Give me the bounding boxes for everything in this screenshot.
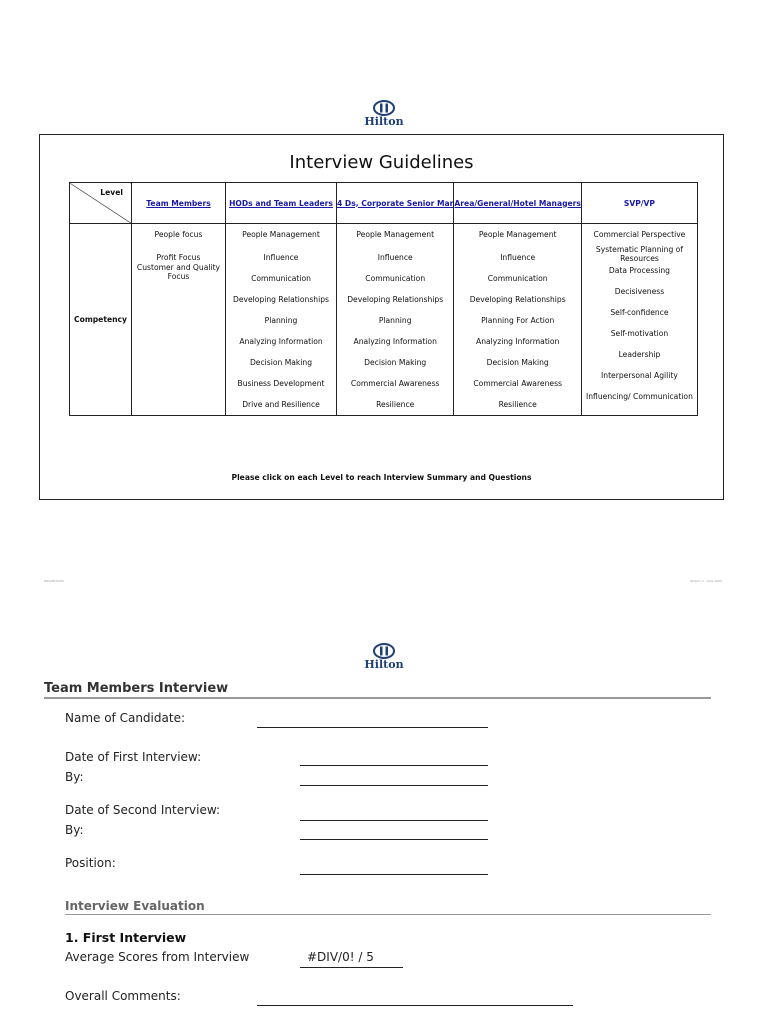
level-corner-cell bbox=[70, 183, 132, 224]
level-link-hods-team-leaders[interactable]: HODs and Team Leaders bbox=[229, 198, 333, 208]
team-members-competencies bbox=[132, 224, 226, 416]
competency-item: Profit Focus bbox=[156, 253, 201, 262]
footer-doc-code: HRG/FRT/005 bbox=[44, 579, 64, 583]
interview-guidelines-panel bbox=[39, 134, 724, 500]
corporate-senior-competencies bbox=[337, 224, 454, 416]
overall-comments-field[interactable] bbox=[257, 1005, 573, 1006]
hilton-logo bbox=[354, 643, 414, 670]
competency-item: People Management bbox=[478, 230, 557, 239]
level-label: Level bbox=[100, 188, 123, 197]
second-interview-by-label: By: bbox=[65, 823, 84, 837]
competency-item: Self-motivation bbox=[610, 329, 669, 338]
position-label: Position: bbox=[65, 856, 116, 870]
first-interview-by-field[interactable] bbox=[300, 785, 488, 786]
footer-version: Version 1 - June 2009 bbox=[689, 579, 722, 583]
competency-item: Customer and Quality Focus bbox=[136, 263, 221, 281]
competency-item: Interpersonal Agility bbox=[601, 371, 678, 380]
level-link-area-general-managers[interactable]: Area/General/Hotel Managers bbox=[454, 198, 581, 208]
competency-item: Analyzing Information bbox=[239, 337, 323, 346]
competency-item: Planning bbox=[378, 316, 412, 325]
competency-item: Decision Making bbox=[486, 358, 549, 367]
competency-item: Data Processing bbox=[608, 266, 670, 275]
guidelines-title: Interview Guidelines bbox=[289, 152, 474, 173]
hilton-emblem-icon bbox=[373, 100, 395, 116]
interview-evaluation-title: Interview Evaluation bbox=[65, 899, 205, 913]
name-of-candidate-field[interactable] bbox=[257, 727, 488, 728]
hilton-logo bbox=[354, 100, 414, 127]
first-interview-by-label: By: bbox=[65, 770, 84, 784]
second-interview-date-field[interactable] bbox=[300, 820, 488, 821]
competency-item: Commercial Perspective bbox=[593, 230, 686, 239]
competency-item: Commercial Awareness bbox=[473, 379, 562, 388]
team-members-interview-title: Team Members Interview bbox=[44, 681, 229, 696]
level-link-svp-vp[interactable]: SVP/VP bbox=[623, 198, 656, 208]
competency-item: Influencing/ Communication bbox=[586, 392, 693, 401]
competency-item: Influence bbox=[377, 253, 413, 262]
competency-table bbox=[69, 182, 698, 416]
level-link-team-members[interactable]: Team Members bbox=[146, 198, 211, 208]
competency-item: Planning For Action bbox=[481, 316, 555, 325]
competency-item: Business Development bbox=[237, 379, 325, 388]
area-general-competencies bbox=[454, 224, 582, 416]
competency-item: Analyzing Information bbox=[353, 337, 437, 346]
competency-item: Communication bbox=[251, 274, 311, 283]
competency-item: Developing Relationships bbox=[469, 295, 566, 304]
hods-competencies bbox=[226, 224, 337, 416]
second-interview-by-field[interactable] bbox=[300, 839, 488, 840]
competency-item: Communication bbox=[487, 274, 548, 283]
level-link-corporate-senior[interactable]: 4 Ds, Corporate Senior Mar bbox=[337, 198, 454, 208]
competency-label: Competency bbox=[70, 224, 132, 416]
first-interview-date-field[interactable] bbox=[300, 765, 488, 766]
average-score-value: #DIV/0! / 5 bbox=[307, 950, 374, 964]
evaluation-divider bbox=[65, 914, 711, 915]
competency-item: Communication bbox=[365, 274, 426, 283]
logo-wordmark: Hilton bbox=[364, 115, 404, 128]
competency-item: Developing Relationships bbox=[233, 295, 329, 304]
overall-comments-label: Overall Comments: bbox=[65, 989, 181, 1003]
competency-item: Decisiveness bbox=[614, 287, 665, 296]
competency-item: Analyzing Information bbox=[476, 337, 560, 346]
competency-item: People Management bbox=[356, 230, 435, 239]
competency-item: Drive and Resilience bbox=[242, 400, 320, 409]
first-interview-heading: 1. First Interview bbox=[65, 930, 187, 945]
competency-item: Resilience bbox=[376, 400, 415, 409]
svp-vp-competencies bbox=[581, 224, 697, 416]
logo-wordmark: Hilton bbox=[364, 658, 404, 671]
guidelines-note: Please click on each Level to reach Interview Summary and Questions bbox=[231, 473, 532, 482]
competency-item: People focus bbox=[154, 230, 203, 239]
competency-item: Influence bbox=[500, 253, 536, 262]
average-scores-label: Average Scores from Interview bbox=[65, 950, 250, 964]
competency-item: Leadership bbox=[618, 350, 661, 359]
competency-item: Systematic Planning of Resources bbox=[595, 245, 683, 263]
competency-item: Self-confidence bbox=[610, 308, 669, 317]
hilton-emblem-icon bbox=[373, 643, 395, 659]
competency-item: Planning bbox=[264, 316, 298, 325]
competency-item: People Management bbox=[242, 230, 320, 239]
name-of-candidate-label: Name of Candidate: bbox=[65, 711, 185, 725]
first-interview-date-label: Date of First Interview: bbox=[65, 750, 202, 764]
competency-item: Resilience bbox=[498, 400, 537, 409]
competency-item: Decision Making bbox=[364, 358, 427, 367]
competency-item: Decision Making bbox=[249, 358, 313, 367]
competency-item: Developing Relationships bbox=[347, 295, 444, 304]
competency-item: Influence bbox=[263, 253, 299, 262]
second-interview-date-label: Date of Second Interview: bbox=[65, 803, 221, 817]
average-score-field bbox=[300, 967, 403, 968]
competency-item: Commercial Awareness bbox=[350, 379, 440, 388]
section-divider bbox=[44, 697, 711, 699]
position-field[interactable] bbox=[300, 874, 488, 875]
